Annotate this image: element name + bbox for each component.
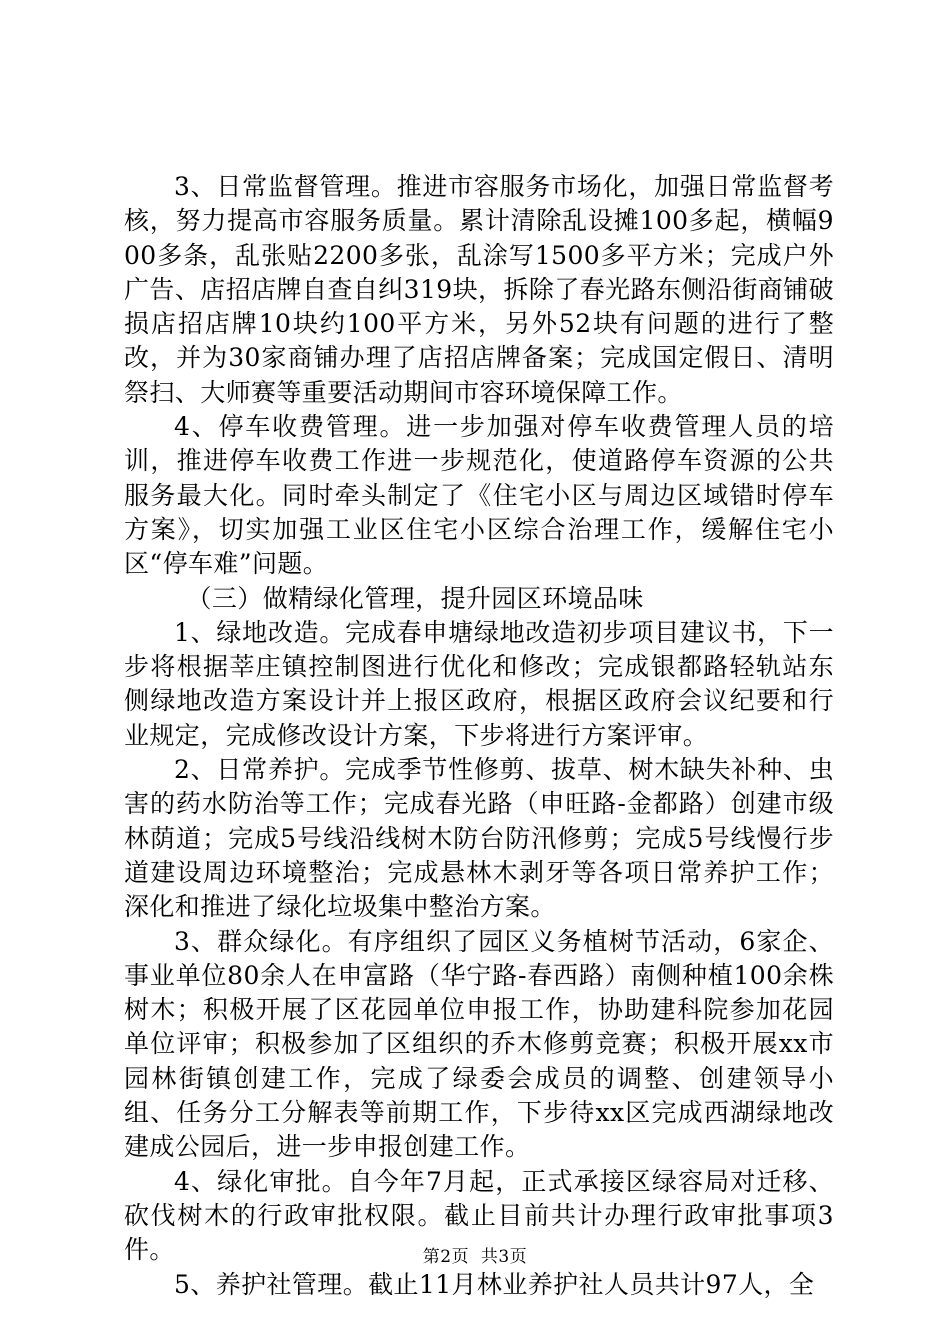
paragraph-daily-supervision: 3、日常监督管理。推进市容服务市场化，加强日常监督考核，努力提高市容服务质量。累计清除乱设摊100多起，横幅900多条，乱张贴2200多张，乱涂写1500多平方米；完成户外广告、店招店牌自查自纠319块，拆除了春光路东侧沿街商铺破损店招店牌10块约100平方米，另外52块有问题的进行了整改，并为30家商铺办理了店招店牌备案；完成国定假日、清明祭扫、大师赛等重要活动期间市容环境保障工作。 — [124, 172, 834, 407]
paragraph-greening-approval: 4、绿化审批。自今年7月起，正式承接区绿容局对迁移、砍伐树木的行政审批权限。截止目前共计办理行政审批事项3件。 — [124, 1166, 834, 1265]
page-number: 第2页 共3页 — [422, 1247, 528, 1267]
page-footer — [0, 1246, 950, 1268]
paragraph-green-land-renovation: 1、绿地改造。完成春申塘绿地改造初步项目建议书，下一步将根据莘庄镇控制图进行优化和修改；完成银都路轻轨站东侧绿地改造方案设计并上报区政府，根据区政府会议纪要和行业规定，完成修改设计方案，下步将进行方案评审。 — [124, 617, 834, 750]
paragraph-public-greening: 3、群众绿化。有序组织了园区义务植树节活动，6家企、事业单位80余人在申富路（华宁路-春西路）南侧种植100余株树木；积极开展了区花园单位申报工作，协助建科院参加花园单位评审；积极参加了区组织的乔木修剪竞赛；积极开展xx市园林街镇创建工作，完成了绿委会成员的调整、创建领导小组、任务分工分解表等前期工作，下步待xx区完成西湖绿地改建成公园后，进一步申报创建工作。 — [124, 926, 834, 1162]
document-body — [124, 170, 834, 1302]
paragraph-parking-fee: 4、停车收费管理。进一步加强对停车收费管理人员的培训，推进停车收费工作进一步规范化，使道路停车资源的公共服务最大化。同时牵头制定了《住宅小区与周边区域错时停车方案》，切实加强工业区住宅小区综合治理工作，缓解住宅小区“停车难”问题。 — [124, 412, 834, 579]
paragraph-daily-maintenance: 2、日常养护。完成季节性修剪、拔草、树木缺失补种、虫害的药水防治等工作；完成春光路（申旺路-金都路）创建市级林荫道；完成5号线沿线树木防台防汛修剪；完成5号线慢行步道建设周边环境整治；完成悬林木剥牙等各项日常养护工作；深化和推进了绿化垃圾集中整治方案。 — [124, 755, 834, 922]
paragraph-maintenance-cooperative: 5、养护社管理。截止11月林业养护社人员共计97人，全 — [174, 1269, 815, 1299]
section-heading-greening: （三）做精绿化管理，提升园区环境品味 — [186, 583, 644, 613]
